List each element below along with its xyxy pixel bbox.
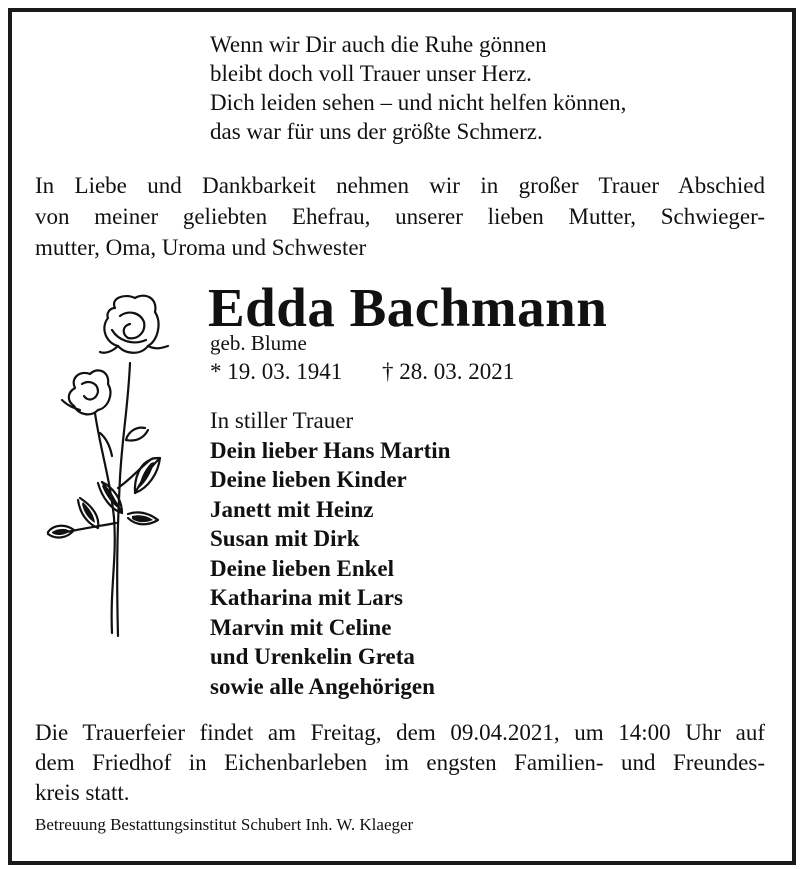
poem-line: das war für uns der größte Schmerz. <box>210 119 543 144</box>
death-date: † 28. 03. 2021 <box>382 359 515 384</box>
life-dates <box>210 357 514 387</box>
mourner-name: Dein lieber Hans Martin <box>210 437 451 463</box>
funeral-home-credit: Betreuung Bestattungsinstitut Schubert Inh. W. Klaeger <box>35 815 414 834</box>
funeral-line: kreis statt. <box>35 780 130 805</box>
birth-date: * 19. 03. 1941 <box>210 359 343 384</box>
farewell-line: mutter, Oma, Uroma und Schwester <box>35 235 367 260</box>
farewell-line: von meiner geliebten Ehefrau, unserer lieben Mutter, Schwieger- <box>35 204 765 229</box>
poem-line: Wenn wir Dir auch die Ruhe gönnen <box>210 32 547 57</box>
mourner-name: Janett mit Heinz <box>210 496 374 522</box>
poem-line: bleibt doch voll Trauer unser Herz. <box>210 61 532 86</box>
mourner-name: sowie alle Angehörigen <box>210 673 435 699</box>
mourners-heading: In stiller Trauer <box>210 408 354 433</box>
farewell-line: In Liebe und Dankbarkeit nehmen wir in großer Trauer Abschied <box>35 173 765 198</box>
mourner-name: Deine lieben Kinder <box>210 467 407 492</box>
farewell-text <box>35 170 765 263</box>
mourner-name: Susan mit Dirk <box>210 526 360 551</box>
poem <box>210 30 626 146</box>
maiden-name: geb. Blume <box>210 331 307 355</box>
funeral-line: dem Friedhof in Eichenbarleben im engsten Familien- und Freundes- <box>35 750 765 775</box>
rose-icon <box>40 288 170 638</box>
mourner-name: Marvin mit Celine <box>210 614 392 640</box>
mourner-name: Katharina mit Lars <box>210 585 403 610</box>
mourners-list <box>210 406 450 701</box>
mourner-name: Deine lieben Enkel <box>210 555 395 581</box>
deceased-name: Edda Bachmann <box>208 277 608 338</box>
funeral-line: Die Trauerfeier findet am Freitag, dem 09.04.2021, um 14:00 Uhr auf <box>35 720 765 745</box>
mourner-name: und Urenkelin Greta <box>210 644 415 669</box>
funeral-notice <box>35 718 765 808</box>
poem-line: Dich leiden sehen – und nicht helfen können, <box>210 90 627 115</box>
